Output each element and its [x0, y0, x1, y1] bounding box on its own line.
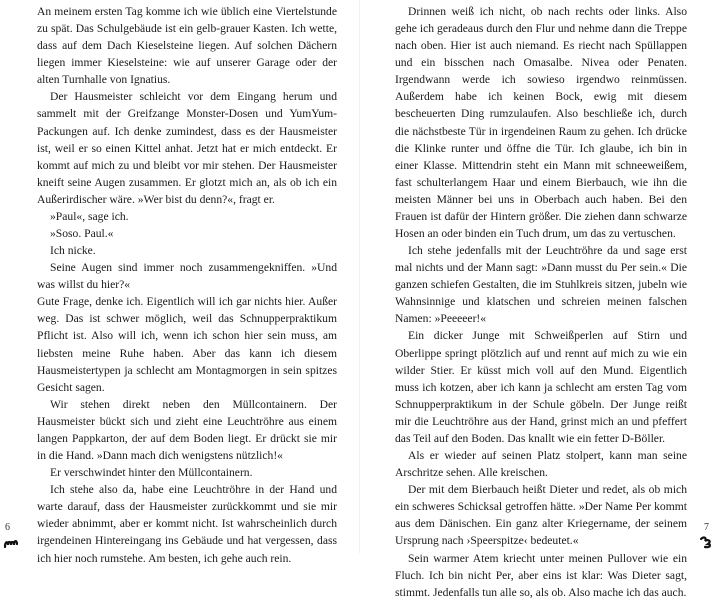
paragraph: »Paul«, sage ich. — [50, 209, 129, 223]
left-text-column — [37, 3, 337, 567]
paragraph: Er verschwindet hinter den Müllcontainern. — [50, 466, 253, 480]
left-page — [0, 0, 360, 565]
paragraph: Sein warmer Atem kriecht unter meinen Pullover wie ein Fluch. Ich bin nicht Per, aber eins ist klar: Was Dieter sagt, stimmt. Jedenfalls tun alle so, als ob. Also mache ich das auch. — [395, 551, 687, 599]
paragraph: Ich stehe also da, habe eine Leuchtröhre in der Hand und warte darauf, dass der Hausmeister zurückkommt und sie mir wieder abnimmt, aber er kommt nicht. Ist wahrscheinlich durch irgendeinen Hintereingang ins Gebäude und hat vergessen, dass ich hier noch rumstehe. Am besten, ich gehe auch rein. — [37, 483, 337, 565]
paragraph: Gute Frage, denke ich. Eigentlich will ich gar nichts hier. Außer weg. Das ist schwer möglich, weil das Schnupperpraktikum Pflicht ist. Also will ich, wenn ich schon hier sein muss, am liebsten meine Ruhe haben. Aber das kann ich diesem Hausmeistertypen ja schlecht am Montagmorgen in sein spitzes Gesicht sagen. — [37, 295, 337, 394]
right-text-column — [395, 3, 687, 601]
paragraph: Der Hausmeister schleicht vor dem Eingang herum und sammelt mit der Greifzange Monster-Dosen und YumYum-Packungen auf. Ich denke zumindest, dass es der Hausmeister ist, weil er so einen Kittel anhat. Jetzt hat er mich entdeckt. Er kommt auf mich zu und bleibt vor mir stehen. Der Hausmeister kneift seine Augen zusammen. Er glotzt mich an, als ob ich ein Außerirdischer wäre. »Wer bist du denn?«, fragt er. — [37, 90, 337, 206]
paragraph: Seine Augen sind immer noch zusammengekniffen. »Und was willst du hier?« — [37, 261, 337, 292]
paragraph: Ich stehe jedenfalls mit der Leuchtröhre da und sage erst mal nichts und der Mann sagt: »Dann musst du Per sein.« Die ganzen schiefen Gestalten, die im Stuhlkreis sitzen, jubeln wie Wahnsinnige und klatschen und schreien meinen falschen Namen: »Peeeeer!« — [395, 244, 687, 326]
paragraph: Als er wieder auf seinen Platz stolpert, kann man seine Arschritze sehen. Alle kreischen. — [395, 449, 687, 480]
page-ornament-icon — [3, 535, 19, 549]
paragraph: Wir stehen direkt neben den Müllcontainern. Der Hausmeister bückt sich und zieht eine Leuchtröhre aus einem langen Pappkarton, der auf dem Boden liegt. Er drückt sie mir in die Hand. »Dann mach dich wenigstens nützlich!« — [37, 397, 337, 463]
page-ornament-icon — [699, 535, 715, 549]
paragraph: Drinnen weiß ich nicht, ob nach rechts oder links. Also gehe ich geradeaus durch den Flur und nehme dann die Treppe nach oben. Hier ist auch niemand. Es riecht nach Spüllappen und ein bisschen nach Omasalbe. Nivea oder Penaten. Irgendwann werde ich sowieso irgendwo reinmüssen. Außerdem habe ich keinen Bock, ewig mit diesem bescheuerten Ding rumzulaufen. Also beschließe ich, durch die nächstbeste Tür in irgendeinen Raum zu gehen. Ich drücke die Klinke runter und öffne die Tür. Ich glaube, ich bin in einer Klasse. Mittendrin steht ein Mann mit schneeweißem, fast schulterlangem Haar und einem Bierbauch, wie ihn die meisten Männer bei uns in Oberbach auch haben. Bei den Frauen ist dafür der Hintern größer. Die ziehen dann schwarze Hosen an oder binden ein Tuch drum, um das zu vertuschen. — [395, 5, 687, 241]
paragraph: Der mit dem Bierbauch heißt Dieter und redet, als ob mich ein schweres Schicksal getroffen hätte. »Der Name Per kommt aus dem Dänischen. Ein ganz alter Kriegername, der seinem Ursprung nach ›Speerspitze‹ bedeutet.« — [395, 483, 687, 548]
paragraph: Ein dicker Junge mit Schweißperlen auf Stirn und Oberlippe springt plötzlich auf und rennt auf mich zu wie ein wilder Stier. Er küsst mich voll auf den Mund. Eigentlich muss ich kotzen, aber ich kann ja schlecht am ersten Tag vom Schnupperpraktikum in der Schule göbeln. Der Junge reißt mir die Leuchtröhre aus der Hand, grinst mich an und pfeffert das Teil auf den Boden. Das knallt wie ein fetter D-Böller. — [395, 329, 687, 445]
paragraph: »Soso. Paul.« — [50, 227, 114, 241]
page-number: 6 — [5, 522, 10, 533]
paragraph: An meinem ersten Tag komme ich wie üblich eine Viertelstunde zu spät. Das Schulgebäude ist ein gelb-grauer Kasten. Ich wette, dass auf dem Dach Kieselsteine liegen. Auf solchen Dächern liegen immer Kieselsteine: wie auf unserer Garage oder der alten Turnhalle von Ignatius. — [37, 5, 337, 87]
right-page — [360, 0, 720, 599]
paragraph: Ich nicke. — [50, 244, 96, 258]
page-number: 7 — [704, 522, 709, 533]
